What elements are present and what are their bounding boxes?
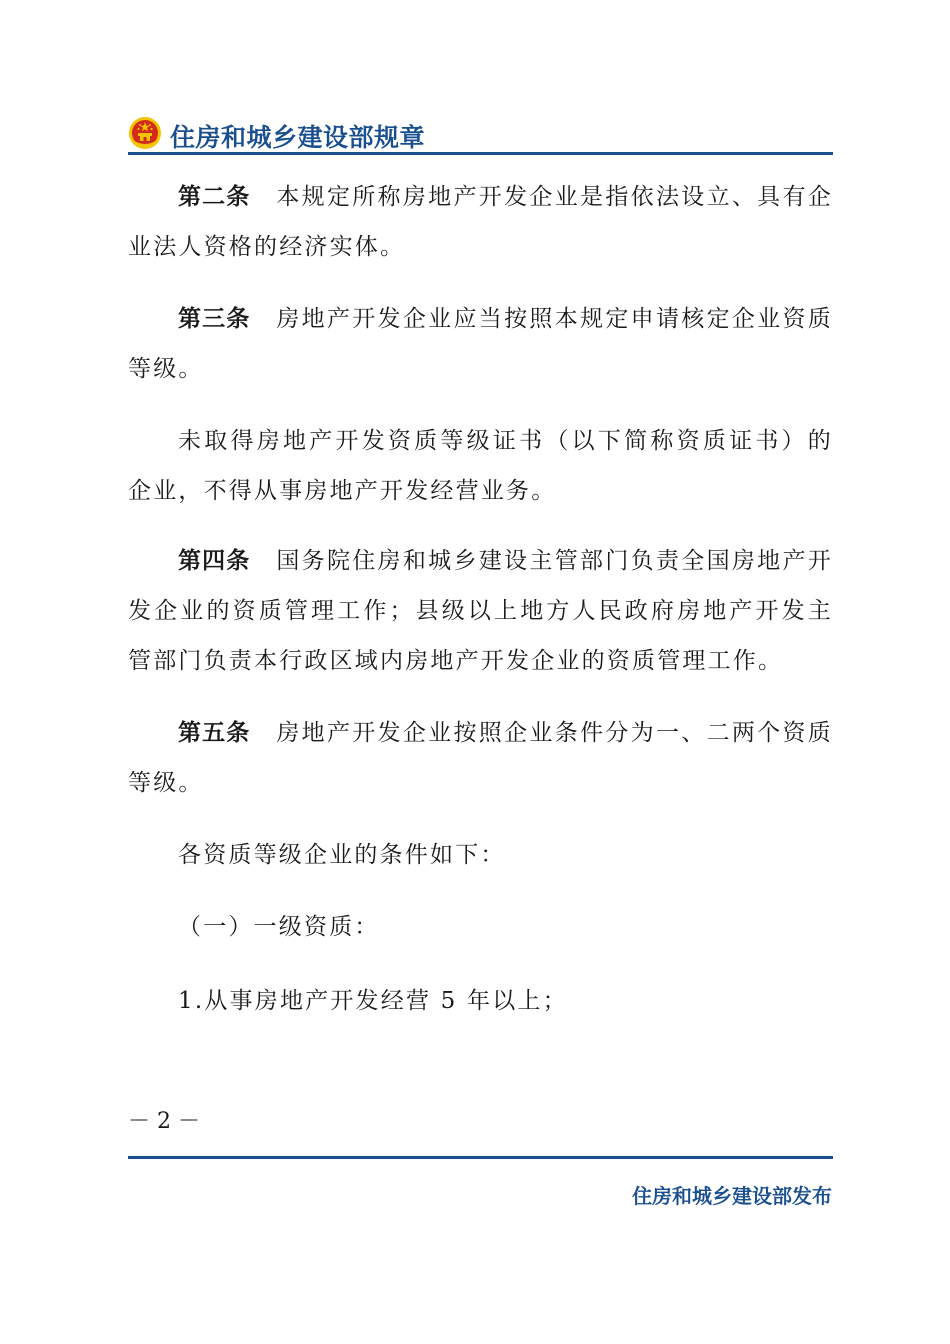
national-emblem-icon — [128, 116, 162, 150]
page-header — [128, 112, 833, 156]
paragraph — [128, 902, 833, 952]
article-label: 第三条 — [178, 306, 251, 332]
article-4 — [128, 536, 833, 686]
paragraph-text: 1.从事房地产开发经营 5 年以上； — [178, 988, 568, 1014]
footer-divider — [128, 1156, 833, 1159]
article-3 — [128, 294, 833, 394]
article-label: 第五条 — [178, 720, 251, 746]
footer-publisher: 住房和城乡建设部发布 — [632, 1184, 832, 1208]
article-text: 国务院住房和城乡建设主管部门负责全国房地产开发企业的资质管理工作；县级以上地方人民政府房地产开发主管部门负责本行政区域内房地产开发企业的资质管理工作。 — [128, 548, 833, 674]
paragraph-text: （一）一级资质： — [178, 914, 380, 940]
paragraph-text: 各资质等级企业的条件如下： — [178, 842, 506, 868]
header-divider — [128, 152, 833, 155]
article-text: 本规定所称房地产开发企业是指依法设立、具有企业法人资格的经济实体。 — [128, 184, 833, 260]
article-5 — [128, 708, 833, 808]
article-text: 房地产开发企业按照企业条件分为一、二两个资质等级。 — [128, 720, 833, 796]
article-label: 第四条 — [178, 548, 251, 574]
paragraph-text: 未取得房地产开发资质等级证书（以下简称资质证书）的企业，不得从事房地产开发经营业务。 — [128, 428, 833, 504]
article-2 — [128, 172, 833, 272]
paragraph — [128, 976, 833, 1026]
page-number: － 2 － — [128, 1109, 200, 1134]
paragraph — [128, 416, 833, 516]
article-label: 第二条 — [178, 184, 251, 210]
header-title: 住房和城乡建设部规章 — [170, 123, 426, 152]
article-text: 房地产开发企业应当按照本规定申请核定企业资质等级。 — [128, 306, 833, 382]
paragraph — [128, 830, 833, 880]
